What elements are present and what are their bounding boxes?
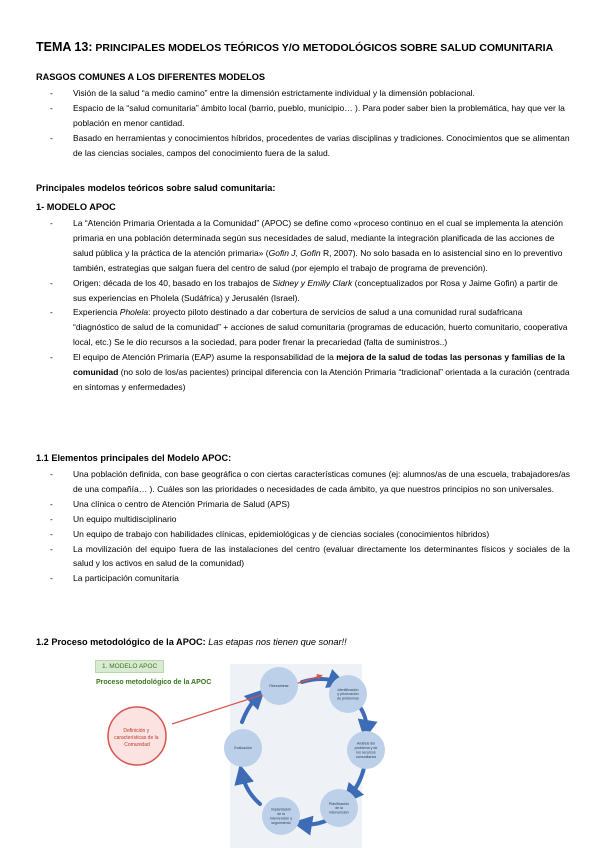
- title-text: PRINCIPALES MODELOS TEÓRICOS Y/O METODOLÓGICOS SOBRE SALUD COMUNITARIA: [92, 42, 554, 54]
- red-circle: [108, 707, 166, 765]
- cycle-node: [329, 675, 367, 713]
- principales-heading: Principales modelos teóricos sobre salud comunitaria:: [36, 183, 276, 193]
- cycle-node-label: Evaluación: [234, 746, 252, 751]
- cycle-arrow: [242, 774, 260, 804]
- modelo-item2-a: Origen: década de los 40, basado en los trabajos de: [73, 277, 273, 288]
- proceso-heading-text: 1.2 Proceso metodológico de la APOC:: [36, 637, 206, 647]
- modelo-heading: 1- MODELO APOC: [36, 202, 116, 212]
- cycle-node: [224, 729, 262, 767]
- cycle-arrow: [302, 820, 328, 825]
- cycle-node-label: Análisis del problema y de los recursos comunitarios: [354, 741, 378, 759]
- elementos-item: - La movilización del equipo fuera de las instalaciones del centro (evaluar directamente los determinantes físicos y sociales de la salud y los activos en salud de la comunidad): [50, 542, 570, 572]
- cycle-node: [347, 731, 385, 769]
- rasgos-heading: RASGOS COMUNES A LOS DIFERENTES MODELOS: [36, 72, 266, 82]
- modelo-item1-end: R, 2007). No solo basada en lo asistencial sino en lo preventivo también, estrategias que salgan fuera del centro de salud (por ejemplo el trabajo de programa de prevención).: [73, 247, 563, 273]
- cycle-node-label: Implantación de la intervención y seguimiento: [269, 807, 293, 825]
- rasgos-item: - Visión de la salud “a medio camino” entre la dimensión estrictamente individual y la dimensión poblacional.: [50, 86, 570, 101]
- modelo-item1-citation: Gofin J, Gofin: [268, 247, 321, 258]
- elementos-list: [50, 467, 570, 586]
- elementos-item: - Una población definida, con base geográfica o con ciertas características comunes (ej: alumnos/as de una escuela, trabajadores/as de una compañía… ). Cuáles son las prioridades o necesidades de cada ámbito, ya que nuestros principios no son universales.: [50, 467, 570, 497]
- apoc-diagram: [90, 656, 390, 848]
- modelo-item4-a: El equipo de Atención Primaria (EAP) asume la responsabilidad de la: [73, 352, 337, 363]
- elementos-item: - Una clínica o centro de Atención Primaria de Salud (APS): [50, 497, 570, 512]
- elementos-heading: 1.1 Elementos principales del Modelo APOC:: [36, 453, 232, 463]
- cycle-node-label: Planificación de la intervención: [328, 801, 350, 815]
- diagram-svg: [90, 656, 390, 848]
- elementos-item: - Un equipo de trabajo con habilidades clínicas, epidemiológicas y de ciencias sociales (conocimientos híbridos): [50, 527, 570, 542]
- modelo-item3-italic: Pholela: [119, 307, 149, 318]
- modelo-item-definicion: [50, 216, 570, 276]
- modelo-item1-text: La “Atención Primaria Orientada a la Comunidad” (APOC) se define como «proceso continuo en el cual se implementa la atención primaria en una población determinada según sus necesidades de salud, mediante la integración planificada de las acciones de salud pública y la práctica de la atención primaria» (: [73, 218, 563, 258]
- modelo-item3-a: Experiencia: [73, 307, 120, 318]
- cycle-node: [262, 797, 300, 835]
- modelo-item4-bold: mejora de la salud de todas las personas y familias de la comunidad: [73, 352, 565, 378]
- rasgos-list: [50, 86, 570, 161]
- title-prefix: TEMA 13:: [36, 40, 93, 54]
- diagram-tag: 1. MODELO APOC: [95, 660, 164, 673]
- cycle-node-label: Reexaminar: [269, 684, 289, 689]
- cycle-node: [260, 667, 298, 705]
- modelo-item-pholela: [50, 305, 570, 350]
- cycle-nodes: [224, 667, 385, 835]
- rasgos-item: - Espacio de la “salud comunitaria” ámbito local (barrio, pueblo, municipio… ). Para poder saber bien la problemática, hay que ver la población en menor cantidad.: [50, 101, 570, 131]
- cycle-arrow: [350, 768, 364, 796]
- elementos-item: - Un equipo multidisciplinario: [50, 512, 570, 527]
- rasgos-item: - Basado en herramientas y conocimientos híbridos, procedentes de varias disciplinas y tradiciones. Conocimientos que se alimentan de las ciencias sociales, campos del conocimiento fuera de la salud.: [50, 131, 570, 161]
- proceso-heading: [36, 637, 347, 647]
- cycle-node: [320, 789, 358, 827]
- svg-text:Definición y caracte: Definición y características de la Comunidad: [114, 728, 159, 748]
- modelo-item-eap: [50, 350, 570, 395]
- modelo-item3-b: : proyecto piloto destinado a dar cobertura de servicios de salud a una comunidad rural sudafricana “diagnóstico de salud de la comunidad” + acciones de salud comunitaria (programas de educación, huerto comunitario, cooperativa local, etc.) Se le dio recursos a la sociedad, para poder frenar la precariedad (falta de suministros..): [73, 307, 568, 348]
- modelo-list: [50, 216, 570, 395]
- cycle-node-label: Identificación y priorización de problemas: [337, 687, 359, 701]
- elementos-item: - La participación comunitaria: [50, 571, 570, 586]
- modelo-item4-b: (no solo de los/as pacientes) principal diferencia con la Atención Primaria “tradicional” orientada a la curación (centrada en síntomas y enfermedades): [73, 367, 570, 392]
- modelo-item2-names: Sidney y Emiliy Clark: [272, 277, 353, 288]
- diagram-subtitle: Proceso metodológico de la APOC: [96, 679, 212, 686]
- proceso-note: Las etapas nos tienen que sonar!!: [205, 637, 347, 647]
- modelo-item2-b: (conceptualizados por Rosa y Jaime Gofin) a partir de sus experiencias en Pholela (Sudáfrica) y Jerusalén (Israel).: [73, 277, 558, 303]
- page-title: [36, 40, 553, 54]
- modelo-item-origen: [50, 276, 570, 306]
